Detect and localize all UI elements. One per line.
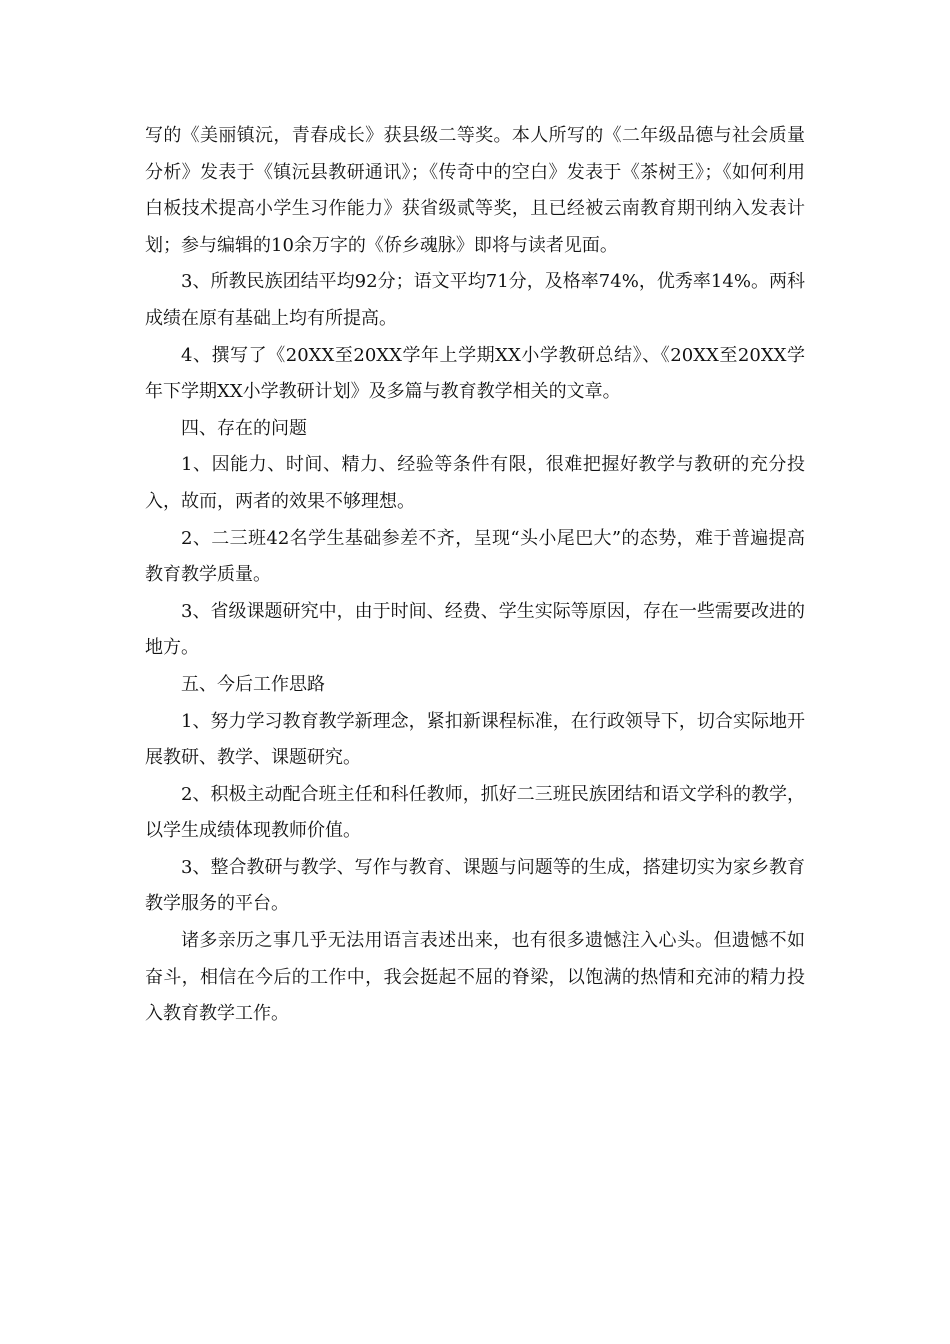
- paragraph-problem-2: 2、二三班42名学生基础参差不齐，呈现“头小尾巴大”的态势，难于普遍提高教育教学质量。: [145, 527, 805, 586]
- paragraph-awards-publications: 写的《美丽镇沅，青春成长》获县级二等奖。本人所写的《二年级品德与社会质量分析》发表于《镇沅县教研通讯》；《传奇中的空白》发表于《茶树王》；《如何利用白板技术提高小学生习作能力》获省级贰等奖，且已经被云南教育期刊纳入发表计划；参与编辑的10余万字的《侨乡魂脉》即将与读者见面。: [145, 125, 805, 256]
- document-body: [145, 118, 805, 1033]
- section-heading-future-plans: 五、今后工作思路: [181, 673, 325, 695]
- paragraph-item-4-writings: 4、撰写了《20XX至20XX学年上学期XX小学教研总结》、《20XX至20XX学年下学期XX小学教研计划》及多篇与教育教学相关的文章。: [145, 344, 805, 403]
- paragraph-problem-1: 1、因能力、时间、精力、经验等条件有限，很难把握好教学与教研的充分投入，故而，两者的效果不够理想。: [145, 454, 805, 512]
- paragraph-plan-2: 2、积极主动配合班主任和科任教师，抓好二三班民族团结和语文学科的教学，以学生成绩体现教师价值。: [145, 783, 805, 842]
- paragraph-plan-1: 1、努力学习教育教学新理念，紧扣新课程标准，在行政领导下，切合实际地开展教研、教学、课题研究。: [145, 710, 805, 769]
- paragraph-item-3-scores: 3、所教民族团结平均92分；语文平均71分，及格率74%，优秀率14%。两科成绩在原有基础上均有所提高。: [145, 271, 805, 329]
- paragraph-problem-3: 3、省级课题研究中，由于时间、经费、学生实际等原因，存在一些需要改进的地方。: [145, 600, 805, 659]
- section-heading-problems: 四、存在的问题: [181, 417, 307, 439]
- paragraph-conclusion: 诸多亲历之事几乎无法用语言表述出来，也有很多遗憾注入心头。但遗憾不如奋斗，相信在今后的工作中，我会挺起不屈的脊梁，以饱满的热情和充沛的精力投入教育教学工作。: [145, 930, 805, 1025]
- paragraph-plan-3: 3、整合教研与教学、写作与教育、课题与问题等的生成，搭建切实为家乡教育教学服务的平台。: [145, 856, 805, 915]
